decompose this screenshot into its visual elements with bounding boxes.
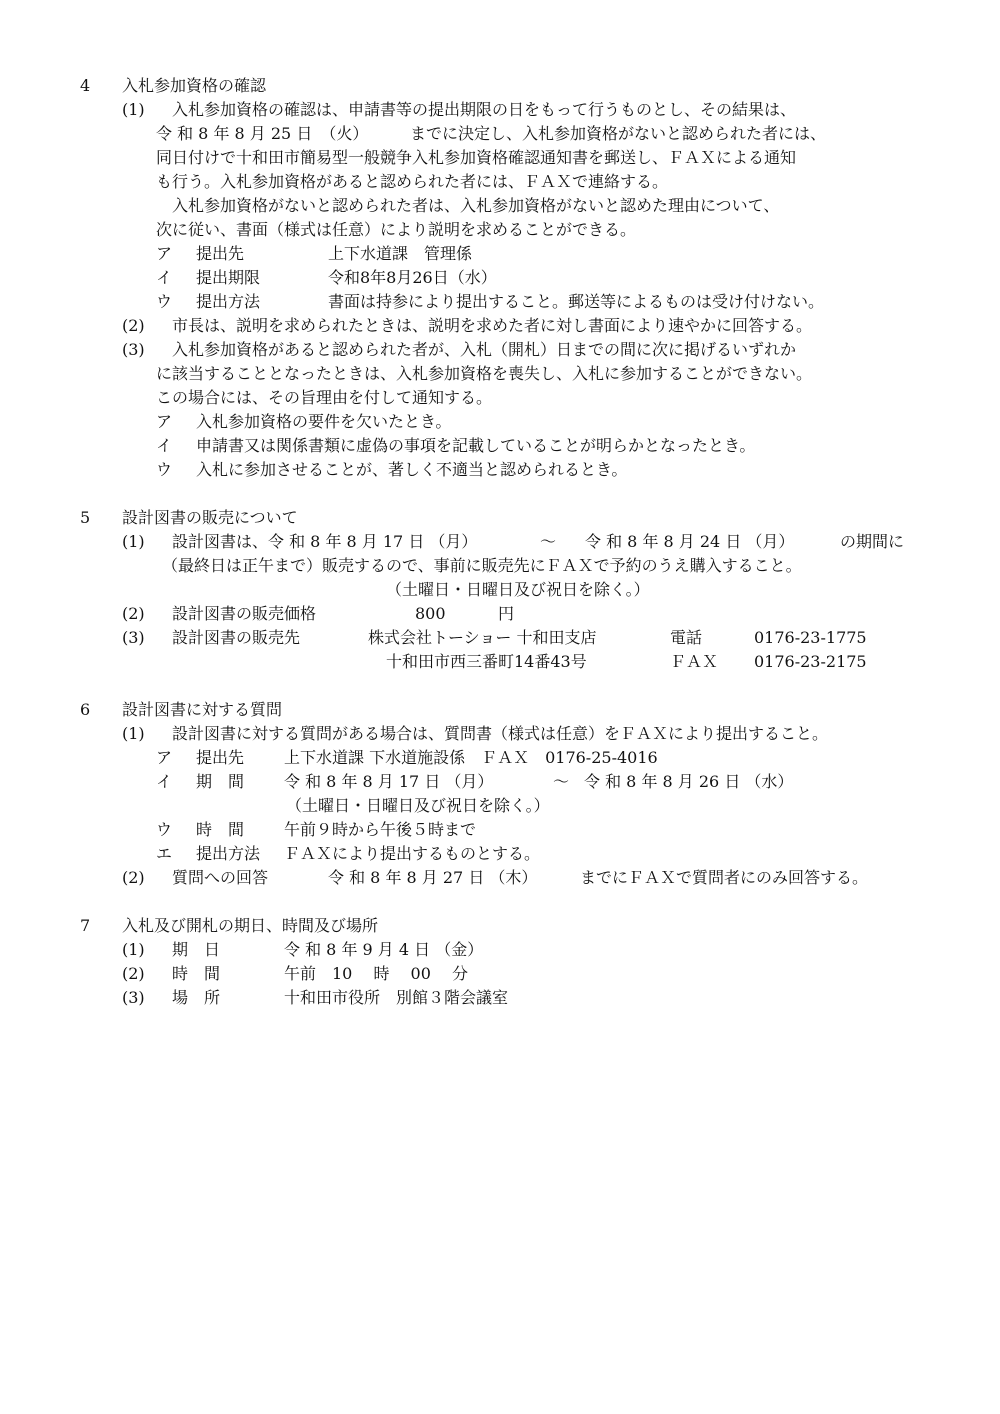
s5-tel-number: 0176-23-1775	[754, 628, 867, 647]
s4-p1-line5: 入札参加資格がないと認められた者は、入札参加資格がないと認めた理由について、	[172, 196, 780, 215]
s6-period-tilde: ～	[553, 772, 570, 791]
section-5-heading: 設計図書の販売について	[122, 508, 298, 527]
s5-p1-line3: （土曜日・日曜日及び祝日を除く。）	[386, 580, 650, 599]
s5-vendor-address: 十和田市西三番町14番43号	[386, 652, 587, 671]
s4-p3-number: (3)	[122, 340, 145, 359]
s4-item-a-mark: ア	[156, 244, 173, 263]
s4-p2-text: 市長は、説明を求められたときは、説明を求めた者に対し書面により速やかに回答する。	[172, 316, 813, 335]
section-7-heading: 入札及び開札の期日、時間及び場所	[122, 916, 379, 935]
s6-p1-number: (1)	[122, 724, 145, 743]
s5-p2-label: 設計図書の販売価格	[172, 604, 317, 623]
section-6-number: 6	[80, 700, 91, 719]
s4-p3-item-c-text: 入札に参加させることが、著しく不適当と認められるとき。	[196, 460, 628, 479]
s5-fax-label: ＦＡＸ	[670, 652, 719, 671]
s5-tel-label: 電話	[670, 628, 703, 647]
s5-p1-start: 設計図書は、令 和 8 年 8 月 17 日 （月）	[172, 532, 478, 551]
s4-p3-item-b-mark: イ	[156, 436, 173, 455]
s7-row1-label: 期 日	[172, 940, 221, 959]
s5-p2-number: (2)	[122, 604, 145, 623]
s6-item-c-label: 時 間	[196, 820, 245, 839]
s6-period-to: 令 和 8 年 8 月 26 日 （水）	[584, 772, 794, 791]
s4-p1-line3: 同日付けで十和田市簡易型一般競争入札参加資格確認通知書を郵送し、ＦＡＸによる通知	[156, 148, 797, 167]
s5-p3-label: 設計図書の販売先	[172, 628, 301, 647]
s6-item-c-mark: ウ	[156, 820, 173, 839]
s5-p1-end: 令 和 8 年 8 月 24 日 （月）	[585, 532, 795, 551]
s4-item-c-value: 書面は持参により提出すること。郵送等によるものは受け付けない。	[328, 292, 825, 311]
s7-row2-label: 時 間	[172, 964, 221, 983]
s7-row3-value: 十和田市役所 別館３階会議室	[284, 988, 509, 1007]
s4-p1-line2-rest: までに決定し、入札参加資格がないと認められた者には、	[410, 124, 827, 143]
section-4-number: 4	[80, 76, 91, 95]
s6-item-d-label: 提出方法	[196, 844, 261, 863]
s6-item-a-label: 提出先	[196, 748, 245, 767]
s4-p1-line4: も行う。入札参加資格があると認められた者には、ＦＡＸで連絡する。	[156, 172, 669, 191]
s7-row3-label: 場 所	[172, 988, 221, 1007]
s4-p3-line3: この場合には、その旨理由を付して通知する。	[156, 388, 493, 407]
s4-p1-number: (1)	[122, 100, 145, 119]
s4-p2-number: (2)	[122, 316, 145, 335]
s6-item-a-mark: ア	[156, 748, 173, 767]
s6-period-note: （土曜日・日曜日及び祝日を除く。）	[286, 796, 550, 815]
section-7-number: 7	[80, 916, 91, 935]
s7-row1-number: (1)	[122, 940, 145, 959]
s5-p1-period: の期間に	[840, 532, 905, 551]
s6-answer-date: 令 和 8 年 8 月 27 日 （木）	[328, 868, 538, 887]
s5-p1-line2: （最終日は正午まで）販売するので、事前に販売先にＦＡＸで予約のうえ購入すること。	[162, 556, 802, 575]
s7-row1-value: 令 和 8 年 9 月 4 日 （金）	[284, 940, 484, 959]
s4-item-a-value: 上下水道課 管理係	[328, 244, 473, 263]
s5-p1-tilde: ～	[540, 532, 557, 551]
s4-item-b-mark: イ	[156, 268, 173, 287]
s4-item-c-label: 提出方法	[196, 292, 261, 311]
s6-item-b-label: 期 間	[196, 772, 245, 791]
s6-p2-label: 質問への回答	[172, 868, 269, 887]
s4-item-b-label: 提出期限	[196, 268, 261, 287]
s4-p3-line2: に該当することとなったときは、入札参加資格を喪失し、入札に参加することができない。	[156, 364, 813, 383]
s4-item-b-value: 令和8年8月26日（水）	[328, 268, 497, 287]
s4-p3-item-b-text: 申請書又は関係書類に虚偽の事項を記載していることが明らかとなったとき。	[196, 436, 756, 455]
s7-row2-value: 午前 10 時 00 分	[284, 964, 468, 983]
section-4-heading: 入札参加資格の確認	[122, 76, 267, 95]
s6-period-from: 令 和 8 年 8 月 17 日 （月）	[284, 772, 494, 791]
s4-p1-decision-date: 令 和 8 年 8 月 25 日 （火）	[156, 124, 369, 143]
s6-item-d-mark: エ	[156, 844, 173, 863]
s4-p3-item-a-mark: ア	[156, 412, 173, 431]
s5-fax-number: 0176-23-2175	[754, 652, 867, 671]
section-6-heading: 設計図書に対する質問	[122, 700, 283, 719]
s4-p1-line1: 入札参加資格の確認は、申請書等の提出期限の日をもって行うものとし、その結果は、	[172, 100, 797, 119]
s6-item-d-value: ＦＡＸにより提出するものとする。	[284, 844, 541, 863]
s6-p2-number: (2)	[122, 868, 145, 887]
s4-p1-line6: 次に従い、書面（様式は任意）により説明を求めることができる。	[156, 220, 637, 239]
s6-item-a-value: 上下水道課 下水道施設係 ＦＡＸ 0176-25-4016	[284, 748, 658, 767]
section-5-number: 5	[80, 508, 91, 527]
s4-item-a-label: 提出先	[196, 244, 245, 263]
s7-row3-number: (3)	[122, 988, 145, 1007]
s5-price-unit: 円	[498, 604, 515, 623]
s5-vendor-company: 株式会社トーショー 十和田支店	[368, 628, 597, 647]
s6-item-c-value: 午前９時から午後５時まで	[284, 820, 477, 839]
s4-item-c-mark: ウ	[156, 292, 173, 311]
s5-p3-number: (3)	[122, 628, 145, 647]
s5-price: 800	[415, 604, 446, 623]
s4-p3-item-c-mark: ウ	[156, 460, 173, 479]
s4-p3-item-a-text: 入札参加資格の要件を欠いたとき。	[196, 412, 452, 431]
s6-item-b-mark: イ	[156, 772, 173, 791]
s6-p1-text: 設計図書に対する質問がある場合は、質問書（様式は任意）をＦＡＸにより提出すること。	[172, 724, 829, 743]
s6-p2-rest: までにＦＡＸで質問者にのみ回答する。	[580, 868, 869, 887]
s7-row2-number: (2)	[122, 964, 145, 983]
s5-p1-number: (1)	[122, 532, 145, 551]
s4-p3-line1: 入札参加資格があると認められた者が、入札（開札）日までの間に次に掲げるいずれか	[172, 340, 797, 359]
